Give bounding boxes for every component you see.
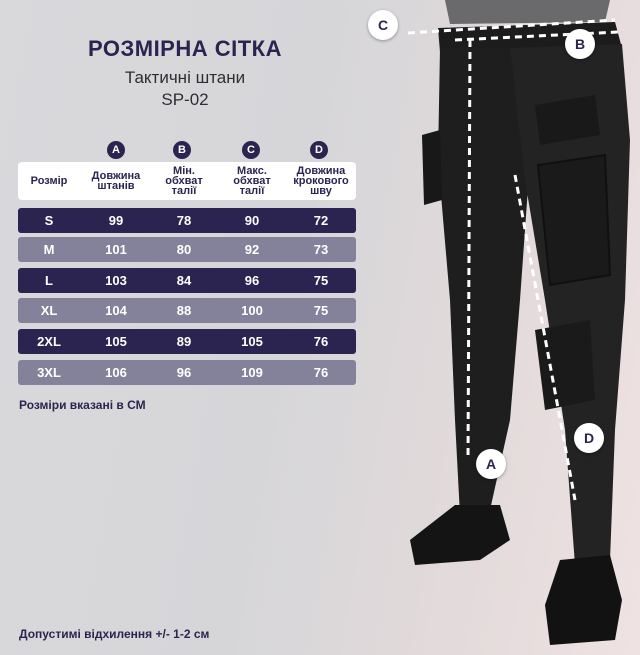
- cell-length: 106: [105, 365, 127, 380]
- letter-c-badge: C: [242, 141, 260, 159]
- cell-min-waist: 96: [176, 365, 192, 380]
- cell-length: 104: [105, 303, 127, 318]
- cell-size: 3XL: [37, 365, 61, 380]
- marker-c: C: [368, 10, 398, 40]
- units-note: Розміри вказані в СМ: [19, 398, 146, 412]
- cell-length: 103: [105, 273, 127, 288]
- size-table-header: [18, 162, 356, 200]
- side-pocket-left: [422, 130, 442, 205]
- header-min-waist: [150, 162, 218, 200]
- header-min-waist-line3: талії: [171, 185, 197, 197]
- cell-max-waist: 96: [244, 273, 260, 288]
- cell-size: 2XL: [37, 334, 61, 349]
- cargo-pocket-right: [538, 155, 610, 285]
- cell-inseam: 76: [313, 334, 329, 349]
- tolerance-note: Допустимі відхилення +/- 1-2 см: [19, 627, 210, 641]
- header-length-line2: штанів: [97, 180, 135, 192]
- cell-size: S: [44, 213, 54, 228]
- cell-size: M: [43, 242, 55, 257]
- cell-min-waist: 88: [176, 303, 192, 318]
- product-model: SP-02: [161, 90, 209, 109]
- cell-inseam: 73: [313, 242, 329, 257]
- cell-length: 105: [105, 334, 127, 349]
- header-min-waist-line1: Мін.: [173, 165, 195, 177]
- cell-inseam: 76: [313, 365, 329, 380]
- marker-d: D: [574, 423, 604, 453]
- right-boot: [545, 555, 622, 645]
- header-max-waist-line3: талії: [239, 185, 265, 197]
- header-inseam: [286, 162, 356, 200]
- left-boot: [410, 505, 510, 565]
- cell-max-waist: 92: [244, 242, 260, 257]
- header-max-waist-line1: Макс.: [237, 165, 267, 177]
- cell-min-waist: 84: [176, 273, 192, 288]
- header-max-waist-line2: обхват: [233, 175, 271, 187]
- table-row: [18, 208, 356, 233]
- cell-size: L: [45, 273, 53, 288]
- marker-a: A: [476, 449, 506, 479]
- header-max-waist: [218, 162, 286, 200]
- cell-inseam: 72: [313, 213, 329, 228]
- page-title: РОЗМІРНА СІТКА: [87, 36, 283, 61]
- table-row: [18, 237, 356, 262]
- cell-max-waist: 109: [241, 365, 263, 380]
- table-row: [18, 329, 356, 354]
- marker-b: B: [565, 29, 595, 59]
- letter-d-badge: D: [310, 141, 328, 159]
- cell-inseam: 75: [313, 273, 329, 288]
- left-leg: [438, 48, 530, 515]
- cell-min-waist: 78: [176, 213, 192, 228]
- cell-size: XL: [40, 303, 58, 318]
- header-size: Розмір: [30, 175, 68, 187]
- pants-photo: [360, 0, 640, 655]
- header-inseam-line3: шву: [310, 185, 332, 197]
- cell-max-waist: 90: [244, 213, 260, 228]
- table-row: [18, 268, 356, 293]
- header-length-line1: Довжина: [91, 170, 141, 182]
- header-min-waist-line2: обхват: [165, 175, 203, 187]
- cell-min-waist: 89: [176, 334, 192, 349]
- cell-min-waist: 80: [176, 242, 192, 257]
- cell-length: 101: [105, 242, 127, 257]
- header-length: [82, 162, 150, 200]
- cell-inseam: 75: [313, 303, 329, 318]
- table-row: [18, 298, 356, 323]
- shirt-hem: [445, 0, 610, 24]
- product-type: Тактичні штани: [124, 68, 246, 87]
- header-inseam-line1: Довжина: [296, 165, 346, 177]
- cell-max-waist: 100: [241, 303, 263, 318]
- letter-b-badge: B: [173, 141, 191, 159]
- column-letters: [0, 141, 370, 161]
- letter-a-badge: A: [107, 141, 125, 159]
- cell-max-waist: 105: [241, 334, 263, 349]
- header-inseam-line2: крокового: [293, 175, 349, 187]
- cell-length: 99: [108, 213, 124, 228]
- table-row: [18, 360, 356, 385]
